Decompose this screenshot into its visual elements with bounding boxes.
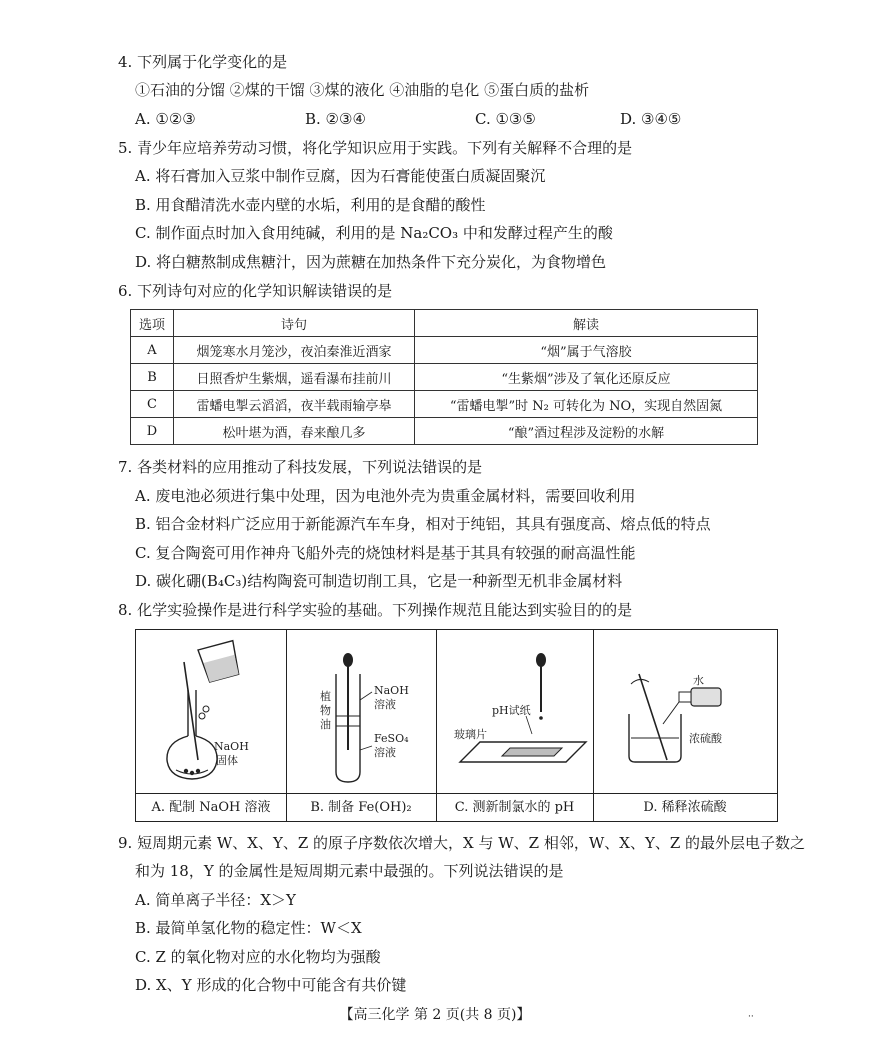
q9-stem-line1: 9. 短周期元素 W、X、Y、Z 的原子序数依次增大，X 与 W、Z 相邻，W、X、Y、Z 的最外层电子数之 bbox=[118, 834, 806, 852]
panel-b[interactable] bbox=[286, 630, 437, 821]
row-a-poem: 烟笼寒水月笼沙，夜泊秦淮近酒家 bbox=[174, 337, 415, 364]
table-row bbox=[131, 391, 758, 418]
ph-paper-illustration bbox=[436, 630, 593, 794]
row-d-poem: 松叶堪为酒，春来酿几多 bbox=[174, 418, 415, 445]
label-oil-2: 物 bbox=[320, 704, 331, 717]
q4-option-c[interactable]: C. ①③⑤ bbox=[475, 110, 536, 128]
row-a-interpretation: “烟”属于气溶胶 bbox=[415, 337, 758, 364]
q5-stem: 5. 青少年应培养劳动习惯，将化学知识应用于实践。下列有关解释不合理的是 bbox=[118, 139, 633, 157]
q5-option-a[interactable]: A. 将石膏加入豆浆中制作豆腐，因为石膏能使蛋白质凝固聚沉 bbox=[135, 167, 546, 185]
row-b-interpretation: “生紫烟”涉及了氧化还原反应 bbox=[415, 364, 758, 391]
q9-stem-line2: 和为 18，Y 的金属性是短周期元素中最强的。下列说法错误的是 bbox=[135, 862, 564, 880]
q6-table bbox=[130, 309, 758, 445]
label-conc-sulfuric-acid: 浓硫酸 bbox=[689, 732, 722, 745]
panel-a[interactable] bbox=[136, 630, 287, 821]
row-b-option: B bbox=[131, 364, 174, 391]
q8-stem: 8. 化学实验操作是进行科学实验的基础。下列操作规范且能达到实验目的的是 bbox=[118, 601, 633, 619]
row-c-option: C bbox=[131, 391, 174, 418]
q5-option-c[interactable]: C. 制作面点时加入食用纯碱，利用的是 Na₂CO₃ 中和发酵过程产生的酸 bbox=[135, 224, 613, 242]
label-glass-plate: 玻璃片 bbox=[454, 728, 487, 741]
col-header-option: 选项 bbox=[131, 310, 174, 337]
label-oil-1: 植 bbox=[320, 690, 331, 703]
q8-figure bbox=[135, 629, 778, 822]
caption-b: B. 制备 Fe(OH)₂ bbox=[286, 793, 436, 821]
q6-stem: 6. 下列诗句对应的化学知识解读错误的是 bbox=[118, 282, 393, 300]
page-footer: 【高三化学 第 2 页(共 8 页)】 bbox=[339, 1007, 531, 1023]
label-water: 水 bbox=[693, 674, 704, 687]
q4-option-d[interactable]: D. ③④⑤ bbox=[620, 110, 682, 128]
label-naoh: NaOH bbox=[374, 684, 409, 697]
caption-a: A. 配制 NaOH 溶液 bbox=[136, 793, 286, 821]
col-header-interpretation: 解读 bbox=[415, 310, 758, 337]
label-naoh-solution: 溶液 bbox=[374, 698, 396, 711]
q5-option-b[interactable]: B. 用食醋清洗水壶内壁的水垢，利用的是食醋的酸性 bbox=[135, 196, 486, 214]
table-header-row bbox=[131, 310, 758, 337]
q4-items: ①石油的分馏 ②煤的干馏 ③煤的液化 ④油脂的皂化 ⑤蛋白质的盐析 bbox=[135, 81, 590, 99]
q7-option-c[interactable]: C. 复合陶瓷可用作神舟飞船外壳的烧蚀材料是基于其具有较强的耐高温性能 bbox=[135, 544, 636, 562]
dilution-illustration bbox=[593, 630, 777, 794]
q7-stem: 7. 各类材料的应用推动了科技发展，下列说法错误的是 bbox=[118, 458, 483, 476]
q9-option-a[interactable]: A. 简单离子半径：X＞Y bbox=[135, 891, 296, 909]
row-b-poem: 日照香炉生紫烟，遥看瀑布挂前川 bbox=[174, 364, 415, 391]
volumetric-flask-illustration bbox=[136, 630, 286, 794]
test-tube-illustration bbox=[286, 630, 436, 794]
caption-d: D. 稀释浓硫酸 bbox=[593, 793, 777, 821]
q4-option-a[interactable]: A. ①②③ bbox=[135, 110, 196, 128]
q9-option-d[interactable]: D. X、Y 形成的化合物中可能含有共价键 bbox=[135, 976, 407, 994]
label-naoh-solid: NaOH bbox=[214, 740, 249, 753]
q7-option-a[interactable]: A. 废电池必须进行集中处理，因为电池外壳为贵重金属材料，需要回收利用 bbox=[135, 487, 636, 505]
corner-mark: ·· bbox=[748, 1012, 754, 1022]
label-feso4: FeSO₄ bbox=[374, 732, 409, 745]
table-row bbox=[131, 418, 758, 445]
q9-option-c[interactable]: C. Z 的氧化物对应的水化物均为强酸 bbox=[135, 948, 381, 966]
label-oil-3: 油 bbox=[320, 718, 331, 731]
label-ph-paper: pH试纸 bbox=[492, 704, 531, 717]
q4-stem: 4. 下列属于化学变化的是 bbox=[118, 53, 288, 71]
q5-option-d[interactable]: D. 将白糖熬制成焦糖汁，因为蔗糖在加热条件下充分炭化，为食物增色 bbox=[135, 253, 607, 271]
row-d-interpretation: “酿”酒过程涉及淀粉的水解 bbox=[415, 418, 758, 445]
row-a-option: A bbox=[131, 337, 174, 364]
row-d-option: D bbox=[131, 418, 174, 445]
row-c-interpretation: “雷蟠电掣”时 N₂ 可转化为 NO，实现自然固氮 bbox=[415, 391, 758, 418]
table-row bbox=[131, 364, 758, 391]
caption-c: C. 测新制氯水的 pH bbox=[436, 793, 593, 821]
label-feso4-solution: 溶液 bbox=[374, 746, 396, 759]
panel-d[interactable] bbox=[593, 630, 777, 821]
label-solid: 固体 bbox=[216, 754, 238, 767]
q9-option-b[interactable]: B. 最简单氢化物的稳定性：W＜X bbox=[135, 919, 362, 937]
panel-c[interactable] bbox=[436, 630, 594, 821]
table-row bbox=[131, 337, 758, 364]
col-header-poem: 诗句 bbox=[174, 310, 415, 337]
q7-option-b[interactable]: B. 铝合金材料广泛应用于新能源汽车车身，相对于纯铝，其具有强度高、熔点低的特点 bbox=[135, 515, 711, 533]
q7-option-d[interactable]: D. 碳化硼(B₄C₃)结构陶瓷可制造切削工具，它是一种新型无机非金属材料 bbox=[135, 572, 623, 590]
row-c-poem: 雷蟠电掣云滔滔，夜半载雨输亭皋 bbox=[174, 391, 415, 418]
q4-option-b[interactable]: B. ②③④ bbox=[305, 110, 366, 128]
